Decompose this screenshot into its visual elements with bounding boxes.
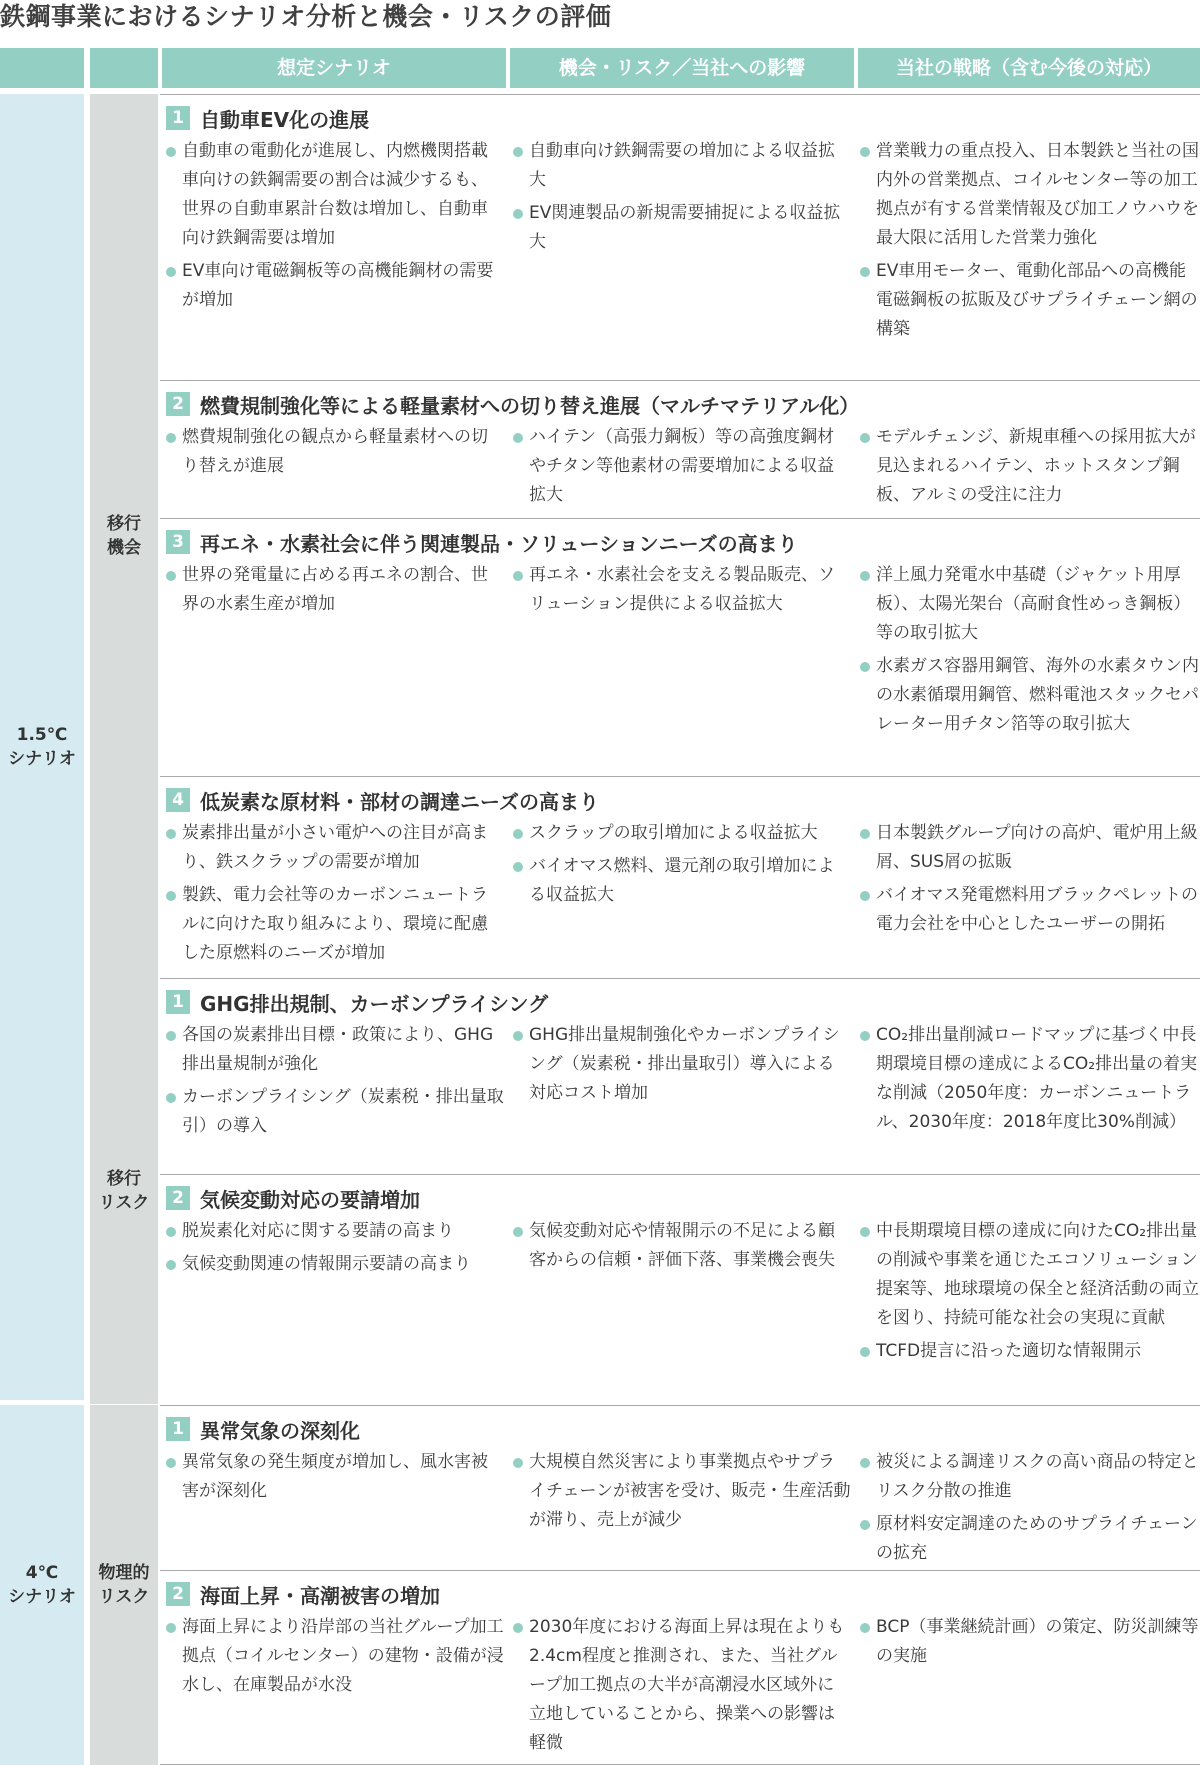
bullet-item: 被災による調達リスクの高い商品の特定とリスク分散の推進 (858, 1448, 1200, 1506)
strategy-column (858, 137, 1200, 348)
bullet-item: 再エネ・水素社会を支える製品販売、ソリューション提供による収益拡大 (511, 561, 851, 619)
bullet-item: 気候変動対応や情報開示の不足による顧客からの信頼・評価下落、事業機会喪失 (511, 1217, 851, 1275)
bullet-item: 水素ガス容器用鋼管、海外の水素タウン内の水素循環用鋼管、燃料電池スタックセパレーター用チタン箔等の取引拡大 (858, 652, 1200, 739)
bullet-item: EV車用モーター、電動化部品への高機能電磁鋼板の拡販及びサプライチェーン網の構築 (858, 257, 1200, 344)
table-header (0, 48, 1200, 88)
impact-column (511, 1448, 851, 1539)
bullet-item: モデルチェンジ、新規車種への採用拡大が見込まれるハイテン、ホットスタンプ鋼板、アルミの受注に注力 (858, 423, 1200, 510)
block-multi-material (160, 380, 1200, 518)
block-low-carbon-materials (160, 776, 1200, 978)
scenario-1-5c: 1.5℃ シナリオ (0, 94, 84, 1400)
block-title-text: 海面上昇・高潮被害の増加 (200, 1583, 440, 1608)
bullet-item: 原材料安定調達のためのサプライチェーンの拡充 (858, 1510, 1200, 1568)
bullet-item: 炭素排出量が小さい電炉への注目が高まり、鉄スクラップの需要が増加 (164, 819, 504, 877)
block-extreme-weather (160, 1405, 1200, 1570)
bullet-item: 日本製鉄グループ向けの高炉、電炉用上級屑、SUS屑の拡販 (858, 819, 1200, 877)
number-badge: 1 (166, 1417, 190, 1441)
scenario-column (164, 1021, 504, 1145)
scenario-column (164, 1217, 504, 1283)
bullet-item: カーボンプライシング（炭素税・排出量取引）の導入 (164, 1083, 504, 1141)
block-title (166, 1415, 360, 1443)
scenario-column (164, 137, 504, 319)
block-title-text: 異常気象の深刻化 (200, 1418, 360, 1443)
bullet-item: バイオマス燃料、還元剤の取引増加による収益拡大 (511, 852, 851, 910)
bullet-item: 燃費規制強化の観点から軽量素材への切り替えが進展 (164, 423, 504, 481)
strategy-column (858, 1448, 1200, 1572)
block-renewable-hydrogen (160, 518, 1200, 776)
header-blank-scenario (0, 48, 84, 88)
bullet-item: 自動車向け鉄鋼需要の増加による収益拡大 (511, 137, 851, 195)
block-title (166, 528, 798, 556)
category-physical-risk: 物理的 リスク (90, 1405, 158, 1765)
bullet-item: バイオマス発電燃料用ブラックペレットの電力会社を中心としたユーザーの開拓 (858, 881, 1200, 939)
bullet-item: 脱炭素化対応に関する要請の高まり (164, 1217, 504, 1246)
bullet-item: GHG排出量規制強化やカーボンプライシング（炭素税・排出量取引）導入による対応コスト増加 (511, 1021, 851, 1108)
strategy-column (858, 1217, 1200, 1370)
impact-column (511, 423, 851, 514)
strategy-column (858, 819, 1200, 943)
bullet-item: 営業戦力の重点投入、日本製鉄と当社の国内外の営業拠点、コイルセンター等の加工拠点が有する営業情報及び加工ノウハウを最大限に活用した営業力強化 (858, 137, 1200, 253)
scenario-column (164, 819, 504, 972)
bullet-item: スクラップの取引増加による収益拡大 (511, 819, 851, 848)
number-badge: 2 (166, 392, 190, 416)
number-badge: 2 (166, 1582, 190, 1606)
block-title-text: 低炭素な原材料・部材の調達ニーズの高まり (200, 789, 599, 814)
strategy-column (858, 423, 1200, 514)
bullet-item: 洋上風力発電水中基礎（ジャケット用厚板）、太陽光架台（高耐食性めっき鋼板）等の取引拡大 (858, 561, 1200, 648)
block-title (166, 104, 369, 132)
block-ev (160, 94, 1200, 380)
bullet-item: BCP（事業継続計画）の策定、防災訓練等の実施 (858, 1613, 1200, 1671)
impact-column (511, 819, 851, 914)
bullet-item: 大規模自然災害により事業拠点やサプライチェーンが被害を受け、販売・生産活動が滞り、売上が減少 (511, 1448, 851, 1535)
block-ghg-regulation (160, 978, 1200, 1174)
block-title-text: 自動車EV化の進展 (200, 107, 370, 132)
impact-column (511, 1021, 851, 1112)
bullet-item: 自動車の電動化が進展し、内燃機関搭載車向けの鉄鋼需要の割合は減少するも、世界の自動車累計台数は増加し、自動車向け鉄鋼需要は増加 (164, 137, 504, 253)
number-badge: 4 (166, 788, 190, 812)
block-title-text: 再エネ・水素社会に伴う関連製品・ソリューションニーズの高まり (200, 531, 798, 556)
block-sea-level-rise (160, 1570, 1200, 1765)
strategy-column (858, 1613, 1200, 1675)
scenario-column (164, 561, 504, 623)
block-title-text: GHG排出規制、カーボンプライシング (200, 991, 549, 1016)
impact-column (511, 137, 851, 261)
header-scenario: 想定シナリオ (162, 48, 506, 88)
bullet-item: EV車向け電磁鋼板等の高機能鋼材の需要が増加 (164, 257, 504, 315)
strategy-column (858, 1021, 1200, 1141)
bullet-item: 海面上昇により沿岸部の当社グループ加工拠点（コイルセンター）の建物・設備が浸水し、在庫製品が水没 (164, 1613, 504, 1700)
scenario-column (164, 1613, 504, 1704)
scenario-column (164, 423, 504, 485)
impact-column (511, 1613, 851, 1762)
scenario-4c: 4℃ シナリオ (0, 1405, 84, 1765)
bullet-item: ハイテン（高張力鋼板）等の高強度鋼材やチタン等他素材の需要増加による収益拡大 (511, 423, 851, 510)
number-badge: 1 (166, 106, 190, 130)
strategy-column (858, 561, 1200, 743)
bullet-item: 異常気象の発生頻度が増加し、風水害被害が深刻化 (164, 1448, 504, 1506)
header-blank-category (90, 48, 158, 88)
bullet-item: 各国の炭素排出目標・政策により、GHG排出量規制が強化 (164, 1021, 504, 1079)
bullet-item: EV関連製品の新規需要捕捉による収益拡大 (511, 199, 851, 257)
block-title (166, 1580, 440, 1608)
block-title (166, 786, 599, 814)
block-title (166, 390, 859, 418)
scenario-column (164, 1448, 504, 1510)
number-badge: 1 (166, 990, 190, 1014)
header-impact: 機会・リスク／当社への影響 (510, 48, 854, 88)
block-title-text: 気候変動対応の要請増加 (200, 1187, 420, 1212)
bullet-item: 製鉄、電力会社等のカーボンニュートラルに向けた取り組みにより、環境に配慮した原燃料のニーズが増加 (164, 881, 504, 968)
block-climate-requests (160, 1174, 1200, 1405)
number-badge: 2 (166, 1186, 190, 1210)
impact-column (511, 561, 851, 623)
bullet-item: 気候変動関連の情報開示要請の高まり (164, 1250, 504, 1279)
bullet-item: 世界の発電量に占める再エネの割合、世界の水素生産が増加 (164, 561, 504, 619)
number-badge: 3 (166, 530, 190, 554)
bullet-item: 中長期環境目標の達成に向けたCO₂排出量の削減や事業を通じたエコソリューション提案等、地球環境の保全と経済活動の両立を図り、持続可能な社会の実現に貢献 (858, 1217, 1200, 1333)
page-title: 鉄鋼事業におけるシナリオ分析と機会・リスクの評価 (0, 2, 612, 31)
category-transition-opportunity: 移行 機会 (90, 94, 158, 978)
header-strategy: 当社の戦略（含む今後の対応） (858, 48, 1200, 88)
impact-column (511, 1217, 851, 1279)
bullet-item: TCFD提言に沿った適切な情報開示 (858, 1337, 1200, 1366)
bullet-item: 2030年度における海面上昇は現在よりも2.4cm程度と推測され、また、当社グループ加工拠点の大半が高潮浸水区域外に立地していることから、操業への影響は軽微 (511, 1613, 851, 1758)
bullet-item: CO₂排出量削減ロードマップに基づく中長期環境目標の達成によるCO₂排出量の着実な削減（2050年度：カーボンニュートラル、2030年度：2018年度比30%削減） (858, 1021, 1200, 1137)
block-title (166, 988, 548, 1016)
block-title (166, 1184, 420, 1212)
category-transition-risk: 移行 リスク (90, 978, 158, 1404)
block-title-text: 燃費規制強化等による軽量素材への切り替え進展（マルチマテリアル化） (200, 393, 860, 418)
